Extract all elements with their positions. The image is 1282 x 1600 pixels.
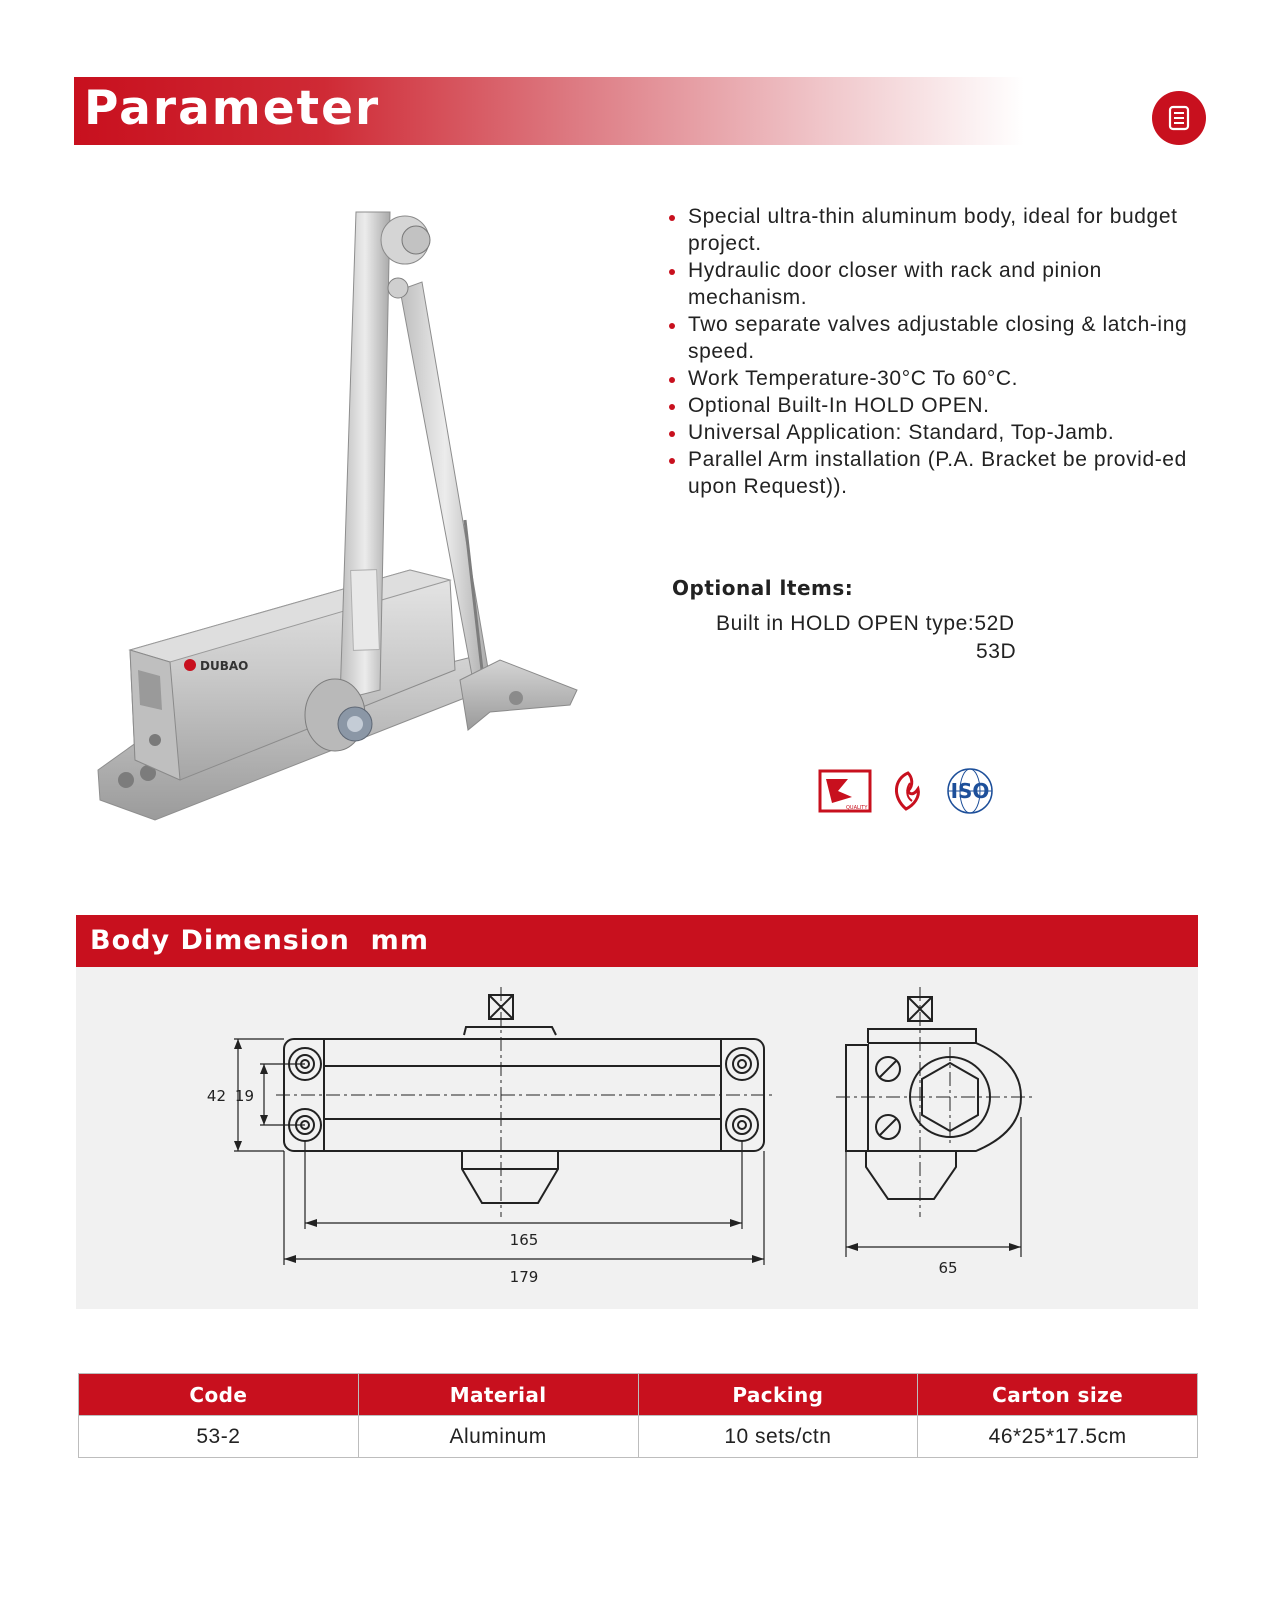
feature-list: [664, 203, 1194, 500]
table-header-row: [79, 1374, 1198, 1416]
feature-item: Optional Built-In HOLD OPEN.: [664, 392, 1194, 419]
quality-mark-icon: [820, 771, 870, 811]
feature-item: Special ultra-thin aluminum body, ideal for budget project.: [664, 203, 1194, 257]
cell-code: 53-2: [79, 1416, 359, 1458]
dim-height-outer: 42: [206, 1087, 226, 1105]
page-title: Parameter: [84, 81, 381, 136]
body-dimension-title: Body Dimension mm: [90, 925, 429, 956]
dim-height-inner: 19: [234, 1087, 254, 1105]
dim-length: 179: [509, 1268, 539, 1286]
col-packing-header: Packing: [638, 1374, 918, 1416]
iso-label: ISO: [950, 779, 990, 803]
fire-safety-icon: [896, 773, 918, 809]
brand-logo: DUBAO: [200, 659, 249, 673]
col-material-header: Material: [358, 1374, 638, 1416]
certification-logos: [818, 767, 1004, 815]
optional-items-title: Optional ltems:: [672, 576, 854, 600]
feature-item: Work Temperature-30°C To 60°C.: [664, 365, 1194, 392]
optional-item: 53D: [976, 640, 1017, 663]
dim-depth: 65: [938, 1259, 958, 1277]
feature-item: Two separate valves adjustable closing & latch-ing speed.: [664, 311, 1194, 365]
feature-item: Universal Application: Standard, Top-Jamb.: [664, 419, 1194, 446]
table-row: [79, 1416, 1198, 1458]
col-carton-size-header: Carton size: [918, 1374, 1198, 1416]
iso-icon: [948, 769, 992, 813]
door-closer-product-image: [90, 200, 610, 850]
spec-table: [78, 1373, 1198, 1458]
dim-hole-span: 165: [509, 1231, 539, 1249]
feature-item: Parallel Arm installation (P.A. Bracket be provid-ed upon Request)).: [664, 446, 1194, 500]
cell-carton-size: 46*25*17.5cm: [918, 1416, 1198, 1458]
technical-drawing: [76, 967, 1198, 1309]
optional-item: Built in HOLD OPEN type:52D: [716, 612, 1015, 635]
col-code-header: Code: [79, 1374, 359, 1416]
quality-label: QUALITY: [846, 805, 868, 811]
document-list-icon: [1164, 103, 1194, 133]
cell-packing: 10 sets/ctn: [638, 1416, 918, 1458]
feature-item: Hydraulic door closer with rack and pinion mechanism.: [664, 257, 1194, 311]
menu-button[interactable]: [1152, 91, 1206, 145]
cell-material: Aluminum: [358, 1416, 638, 1458]
